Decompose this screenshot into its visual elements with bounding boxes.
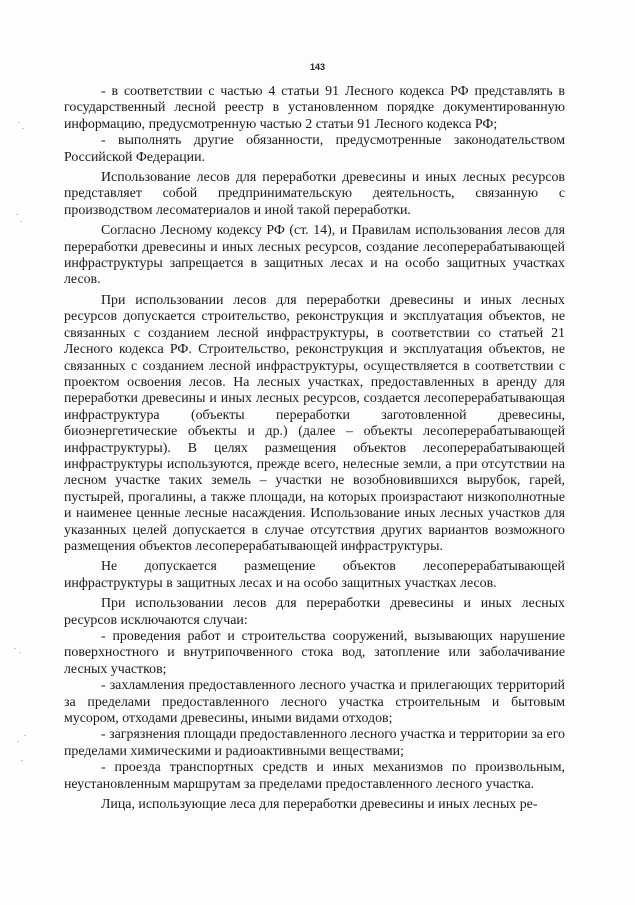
list-item-vehicles: - проезда транспортных средств и иных механизмов по произвольным, неустановленным маршрутам за пределами предоставленного лесного участка. [64,760,565,792]
paragraph-prohibition: Не допускается размещение объектов лесоперерабатывающей инфраструктуры в защитных лесах и на особо защитных участках лесов. [64,559,565,591]
document-body [64,84,565,813]
paragraph-persons: Лица, использующие леса для переработки древесины и иных лесных ре- [101,797,538,813]
paragraph-construction: При использовании лесов для переработки древесины и иных лесных ресурсов допускается строительство, реконструкция и эксплуатация объектов, не связанных с созданием лесной инфраструктуры, в соответствии со статьей 21 Лесного кодекса РФ. Строительство, реконструкция и эксплуатация объектов, не связанных с созданием лесной инфраструктуры, осуществляется в соответствии с проектом освоения лесов. На лесных участках, предоставленных в аренду для переработки древесины и иных лесных ресурсов, создается лесоперерабатывающая инфраструктура (объекты переработки заготовленной древесины, биоэнергетические объекты и др.) (далее – объекты лесоперерабатывающей инфраструктуры). В целях размещения объектов лесоперерабатывающей инфраструктуры используются, прежде всего, нелесные земли, а при отсутствии на лесном участке таких земель – участки не возобновившихся вырубок, гарей, пустырей, прогалины, а также площади, на которых произрастают низкополнотные и наименее ценные лесные насаждения. Использование иных лесных участков для указанных целей допускается в случае отсутствия других вариантов возможного размещения объектов лесоперерабатывающей инфраструктуры. [64,292,565,554]
scan-artifacts [0,0,40,905]
paragraph-reestr: - в соответствии с частью 4 статьи 91 Лесного кодекса РФ представлять в государственный лесной реестр в установленном порядке документированную информацию, предусмотренную частью 2 статьи 91 Лесного кодекса РФ; [64,84,565,132]
paragraph-other-duties: - выполнять другие обязанности, предусмотренные законодательством Российской Федерации. [64,133,565,165]
paragraph-forest-code: Согласно Лесному кодексу РФ (ст. 14), и Правилам использования лесов для переработки древесины и иных лесных ресурсов, создание лесоперерабатывающей инфраструктуры запрещается в защитных лесах и на особо защитных участках лесов. [64,223,565,288]
page-number: 143 [309,62,326,72]
paragraph-exclusions-intro: При использовании лесов для переработки древесины и иных лесных ресурсов исключаются случаи: [64,596,565,628]
list-item-pollution: - загрязнения площади предоставленного лесного участка и территории за его пределами химическими и радиоактивными веществами; [64,727,565,759]
list-item-littering: - захламления предоставленного лесного участка и прилегающих территорий за пределами предоставленного лесного участка строительным и бытовым мусором, отходами древесины, иными видами отходов; [64,678,565,727]
list-item-drainage: - проведения работ и строительства сооружений, вызывающих нарушение поверхностного и внутрипочвенного стока вод, затопление или заболачивание лесных участков; [64,629,565,677]
paragraph-use-definition: Использование лесов для переработки древесины и иных лесных ресурсов представляет собой предпринимательскую деятельность, связанную с производством лесоматериалов и иной такой переработки. [64,170,565,218]
